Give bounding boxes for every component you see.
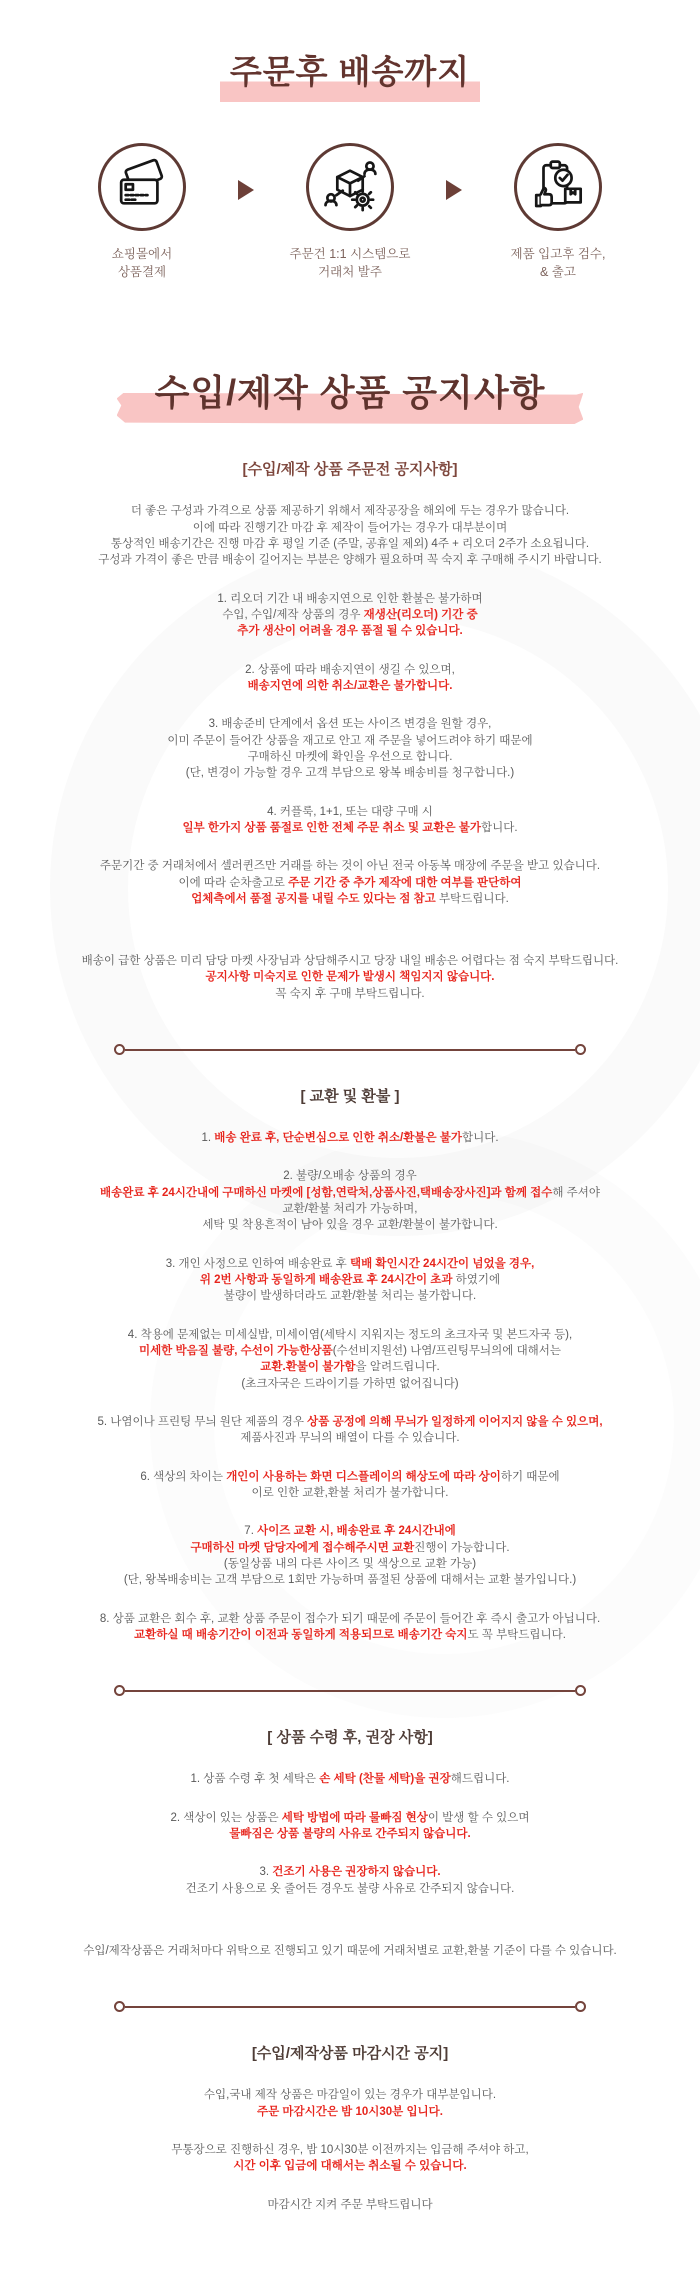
notice-title-text: 수입/제작 상품 공지사항	[154, 372, 546, 414]
body-text: 3. 개인 사정으로 인하여 배송완료 후	[165, 1257, 350, 1270]
text-line	[0, 891, 700, 907]
text-line	[0, 1469, 700, 1485]
step-label	[511, 245, 606, 281]
text-line	[0, 969, 700, 985]
emphasis-text: 세탁 방법에 따라 물빠짐 현상	[281, 1811, 428, 1824]
divider-dot	[575, 1044, 586, 1055]
body-text: 2. 색상이 있는 상품은	[170, 1811, 282, 1824]
text-line	[0, 1256, 700, 1272]
text-block	[0, 1611, 700, 1644]
body-text: (초크자국은 드라이기를 가하면 없어집니다)	[241, 1377, 459, 1390]
divider-dot	[114, 2001, 125, 2012]
divider-dot	[575, 1685, 586, 1696]
body-text: 구매하신 마켓에 확인을 우선으로 합니다.	[247, 750, 453, 763]
text-block	[0, 1469, 700, 1502]
body-text: 수입, 수입/제작 상품의 경우	[222, 608, 364, 621]
text-line	[0, 804, 700, 820]
text-block	[0, 1523, 700, 1588]
text-block	[0, 2197, 700, 2213]
text-line	[0, 591, 700, 607]
emphasis-text: 시간 이후 입금에 대해서는 취소될 수 있습니다.	[233, 2160, 467, 2173]
body-text: 7.	[244, 1525, 258, 1538]
triangle-right-icon	[446, 180, 462, 200]
text-line	[0, 1627, 700, 1643]
body-text: (수선비지원선) 나염/프린팅무늬의에 대해서는	[332, 1345, 562, 1358]
divider-line	[125, 1690, 575, 1692]
emphasis-text: 주문 마감시간은 밤 10시30분 입니다.	[257, 2105, 443, 2118]
text-block	[0, 1943, 700, 1959]
text-line	[0, 1343, 700, 1359]
divider-line	[125, 1049, 575, 1051]
divider-dot	[114, 1044, 125, 1055]
text-line	[0, 1130, 700, 1146]
notice-section	[0, 2042, 700, 2213]
body-text: 하기 때문에	[500, 1470, 560, 1483]
section-heading: [수입/제작상품 마감시간 공지]	[251, 2045, 449, 2063]
body-text: 진행이 가능합니다.	[414, 1541, 510, 1554]
text-line	[0, 749, 700, 765]
emphasis-text: 물빠짐은 상품 불량의 사유로 간주되지 않습니다.	[229, 1828, 471, 1841]
body-text: 2. 불량/오배송 상품의 경우	[283, 1170, 417, 1183]
text-line	[0, 1168, 700, 1184]
body-text: 통상적인 배송기간은 진행 마감 후 평일 기준 (주말, 공휴일 제외) 4주 + 리오더 2주가 소요됩니다.	[110, 537, 590, 550]
text-line	[0, 875, 700, 891]
body-text: 건조기 사용으로 옷 줄어든 경우도 불량 사유로 간주되지 않습니다.	[185, 1882, 515, 1895]
text-line	[0, 1611, 700, 1627]
notice-title	[0, 365, 700, 416]
step-label-line: 상품결제	[117, 265, 167, 280]
body-text: 꼭 숙지 후 구매 부탁드립니다.	[275, 987, 425, 1000]
text-line	[0, 1572, 700, 1588]
text-line	[0, 2142, 700, 2158]
emphasis-text: 주문 기간 중 추가 제작에 대한 여부를 판단하여	[288, 876, 522, 889]
section-divider	[114, 2001, 586, 2012]
body-text: 5. 나염이나 프린팅 무늬 원단 제품의 경우	[97, 1416, 308, 1429]
text-line	[0, 1217, 700, 1233]
step-label-line: 제품 입고후 검수,	[510, 247, 606, 261]
text-line	[0, 520, 700, 536]
text-line	[0, 678, 700, 694]
text-block	[0, 858, 700, 907]
notice-title-wrap	[151, 365, 550, 416]
text-line	[0, 733, 700, 749]
emphasis-text: 배송지연에 의한 취소/교환은 불가합니다.	[247, 679, 453, 692]
text-line	[0, 607, 700, 623]
body-text: 4. 착용에 문제없는 미세실밥, 미세이염(세탁시 지워지는 정도의 초크자국 및 본드자국 등),	[127, 1328, 573, 1341]
emphasis-text: 상품 공정에 의해 무늬가 일정하게 이어지지 않을 수 있으며,	[307, 1416, 603, 1429]
triangle-right-icon	[238, 180, 254, 200]
text-line	[0, 2197, 700, 2213]
body-text: 이에 따라 진행기간 마감 후 제작이 들어가는 경우가 대부분이며	[192, 521, 508, 534]
body-text: 이 발생 할 수 있으며	[427, 1811, 530, 1824]
text-block	[0, 1810, 700, 1843]
section-heading: [수입/제작 상품 주문전 공지사항]	[242, 461, 458, 479]
notice-section	[0, 1726, 700, 1959]
text-block	[0, 1130, 700, 1146]
step-label-line: & 출고	[540, 265, 576, 280]
emphasis-text: 개인이 사용하는 화면 디스플레이의 해상도에 따라 상이	[226, 1470, 501, 1483]
body-text: 이에 따라 순차출고로	[178, 876, 289, 889]
text-block	[0, 1168, 700, 1233]
body-text: (동일상품 내의 다른 사이즈 및 색상으로 교환 가능)	[223, 1558, 477, 1571]
text-block	[0, 804, 700, 837]
body-text: 주문기간 중 거래처에서 셀러퀸즈만 거래를 하는 것이 아닌 전국 아동복 매장에 주문을 받고 있습니다.	[99, 860, 601, 873]
text-line	[0, 1540, 700, 1556]
text-line	[0, 662, 700, 678]
section-heading: [ 교환 및 환불 ]	[300, 1088, 400, 1106]
divider-line	[125, 2006, 575, 2008]
emphasis-text: 택배 확인시간 24시간이 넘었을 경우,	[350, 1257, 535, 1270]
text-line	[0, 1771, 700, 1787]
text-block	[0, 662, 700, 695]
text-block	[0, 2142, 700, 2175]
text-line	[0, 1376, 700, 1392]
notice-body	[0, 458, 700, 2295]
body-text: 합니다.	[462, 1132, 499, 1145]
step-label-line: 주문건 1:1 시스템으로	[289, 247, 411, 261]
process-step-payment	[52, 143, 232, 281]
body-text: 수입,국내 제작 상품은 마감일이 있는 경우가 대부분입니다.	[203, 2089, 497, 2102]
body-text: 마감시간 지켜 주문 부탁드립니다	[267, 2198, 433, 2211]
text-line	[0, 1826, 700, 1842]
divider-dot	[114, 1685, 125, 1696]
section-divider	[114, 1044, 586, 1055]
body-text: 해 주셔야	[552, 1186, 600, 1199]
body-text: (단, 변경이 가능할 경우 고객 부담으로 왕복 배송비를 청구합니다.)	[185, 767, 515, 780]
text-block	[0, 1864, 700, 1897]
step-label	[112, 245, 172, 281]
emphasis-text: 업체측에서 품절 공지를 내릴 수도 있다는 점 참고	[191, 892, 436, 905]
emphasis-text: 교환.환불이 불가함	[260, 1361, 356, 1374]
body-text: 3. 배송준비 단계에서 옵션 또는 사이즈 변경을 원할 경우,	[208, 718, 492, 731]
text-line	[0, 1556, 700, 1572]
order-to-delivery-header	[0, 0, 700, 93]
emphasis-text: 구매하신 마켓 담당자에게 접수해주시면 교환	[190, 1541, 415, 1554]
body-text: 이미 주문이 들어간 상품을 재고로 안고 재 주문을 넣어드려야 하기 때문에	[167, 734, 533, 747]
text-line	[0, 1359, 700, 1375]
process-row	[0, 143, 700, 281]
text-line	[0, 858, 700, 874]
body-text: 부탁드립니다.	[435, 892, 509, 905]
step-label	[290, 245, 411, 281]
emphasis-text: 배송 완료 후, 단순변심으로 인한 취소/환불은 불가	[214, 1132, 462, 1145]
text-line	[0, 765, 700, 781]
pink-highlight-text: 주문후 배송까지	[220, 53, 480, 102]
emphasis-text: 사이즈 교환 시, 배송완료 후 24시간내에	[257, 1525, 456, 1538]
body-text: 무통장으로 진행하신 경우, 밤 10시30분 이전까지는 입금해 주셔야 하고,	[171, 2143, 529, 2156]
body-text: 도 꼭 부탁드립니다.	[467, 1629, 566, 1642]
order-circle	[306, 143, 394, 231]
notice-section	[0, 1085, 700, 1643]
body-text: 교환/환불 처리가 가능하며,	[282, 1203, 418, 1216]
text-line	[0, 623, 700, 639]
text-block	[0, 1771, 700, 1787]
body-text: 2. 상품에 따라 배송지연이 생길 수 있으며,	[245, 663, 455, 676]
text-block	[0, 953, 700, 1002]
body-text: 배송이 급한 상품은 미리 담당 마켓 사장님과 상담해주시고 당장 내일 배송은 어렵다는 점 숙지 부탁드립니다.	[81, 955, 619, 968]
process-step-order	[260, 143, 440, 281]
notice-section	[0, 458, 700, 1002]
emphasis-text: 건조기 사용은 권장하지 않습니다.	[272, 1866, 441, 1879]
text-line	[0, 552, 700, 568]
body-text: 제품사진과 무늬의 배열이 다를 수 있습니다.	[240, 1432, 460, 1445]
emphasis-text: 손 세탁 (찬물 세탁)을 권장	[319, 1773, 451, 1786]
body-text: 합니다.	[481, 821, 518, 834]
body-text: 이로 인한 교환,환불 처리가 불가합니다.	[251, 1487, 449, 1500]
credit-card-icon	[113, 158, 171, 216]
text-block	[0, 1327, 700, 1392]
text-line	[0, 1881, 700, 1897]
body-text: 6. 색상의 차이는	[140, 1470, 227, 1483]
text-line	[0, 1288, 700, 1304]
page-title	[0, 46, 700, 93]
text-line	[0, 1272, 700, 1288]
emphasis-text: 배송완료 후 24시간내에 구매하신 마켓에 [성함,연락처,상품사진,택배송장사진]과 함께 접수	[100, 1186, 553, 1199]
text-line	[0, 2158, 700, 2174]
body-text: 1.	[201, 1132, 215, 1145]
emphasis-text: 교환하실 때 배송기간이 이전과 동일하게 적용되므로 배송기간 숙지	[134, 1629, 468, 1642]
body-text: 8. 상품 교환은 회수 후, 교환 상품 주문이 접수가 되기 때문에 주문이 들어간 후 즉시 출고가 아닙니다.	[99, 1612, 601, 1625]
text-line	[0, 1864, 700, 1880]
body-text: 1. 상품 수령 후 첫 세탁은	[190, 1773, 320, 1786]
order-system-icon	[321, 158, 379, 216]
body-text: 하였기에	[452, 1274, 501, 1287]
text-line	[0, 1327, 700, 1343]
body-text: 3.	[259, 1866, 273, 1879]
text-line	[0, 1485, 700, 1501]
text-line	[0, 986, 700, 1002]
text-line	[0, 1430, 700, 1446]
text-block	[0, 1414, 700, 1447]
divider-dot	[575, 2001, 586, 2012]
text-block	[0, 591, 700, 640]
text-line	[0, 1201, 700, 1217]
body-text: 불량이 발생하더라도 교환/환불 처리는 불가합니다.	[223, 1290, 477, 1303]
text-line	[0, 1185, 700, 1201]
body-text: 1. 리오더 기간 내 배송지연으로 인한 환불은 불가하며	[217, 592, 483, 605]
text-line	[0, 1810, 700, 1826]
text-line	[0, 1523, 700, 1539]
payment-circle	[98, 143, 186, 231]
process-step-inspection	[468, 143, 648, 281]
step-label-line: 거래처 발주	[318, 265, 382, 280]
text-block	[0, 503, 700, 568]
text-block	[0, 1256, 700, 1305]
step-label-line: 쇼핑몰에서	[111, 247, 173, 261]
body-text: 구성과 가격이 좋은 만큼 배송이 길어지는 부분은 양해가 필요하며 꼭 숙지 후 구매해 주시기 바랍니다.	[98, 554, 602, 567]
body-text: 수입/제작상품은 거래처마다 위탁으로 진행되고 있기 때문에 거래처별로 교환,환불 기준이 다를 수 있습니다.	[83, 1945, 617, 1957]
emphasis-text: 공지사항 미숙지로 인한 문제가 발생시 책임지지 않습니다.	[205, 971, 495, 984]
text-block	[0, 2087, 700, 2120]
emphasis-text: 재생산(리오더) 기간 중	[363, 608, 478, 621]
body-text: 을 알려드립니다.	[355, 1361, 440, 1374]
body-text: 4. 커플룩, 1+1, 또는 대량 구매 시	[267, 805, 433, 818]
emphasis-text: 위 2번 사항과 동일하게 배송완료 후 24시간이 초과	[199, 1274, 453, 1287]
text-line	[0, 716, 700, 732]
text-line	[0, 2104, 700, 2120]
inspection-circle	[514, 143, 602, 231]
emphasis-text: 일부 한가지 상품 품절로 인한 전체 주문 취소 및 교환은 불가	[182, 821, 482, 834]
emphasis-text: 추가 생산이 어려울 경우 품절 될 수 있습니다.	[237, 625, 463, 638]
text-line	[0, 536, 700, 552]
inspection-check-icon	[529, 158, 587, 216]
body-text: 세탁 및 착용흔적이 남아 있을 경우 교환/환불이 불가합니다.	[202, 1219, 498, 1232]
body-text: 더 좋은 구성과 가격으로 상품 제공하기 위해서 제작공장을 해외에 두는 경우가 많습니다.	[130, 505, 570, 518]
text-line	[0, 503, 700, 519]
text-block	[0, 716, 700, 781]
body-text: 해드립니다.	[450, 1773, 510, 1786]
text-line	[0, 1943, 700, 1959]
text-line	[0, 820, 700, 836]
text-line	[0, 953, 700, 969]
section-divider	[114, 1685, 586, 1696]
text-line	[0, 1414, 700, 1430]
emphasis-text: 미세한 박음질 불량, 수선이 가능한상품	[138, 1345, 333, 1358]
body-text: (단, 왕복배송비는 고객 부담으로 1회만 가능하며 품절된 상품에 대해서는 교환 불가입니다.)	[123, 1574, 577, 1587]
text-line	[0, 2087, 700, 2103]
section-heading: [ 상품 수령 후, 권장 사항]	[267, 1729, 433, 1747]
